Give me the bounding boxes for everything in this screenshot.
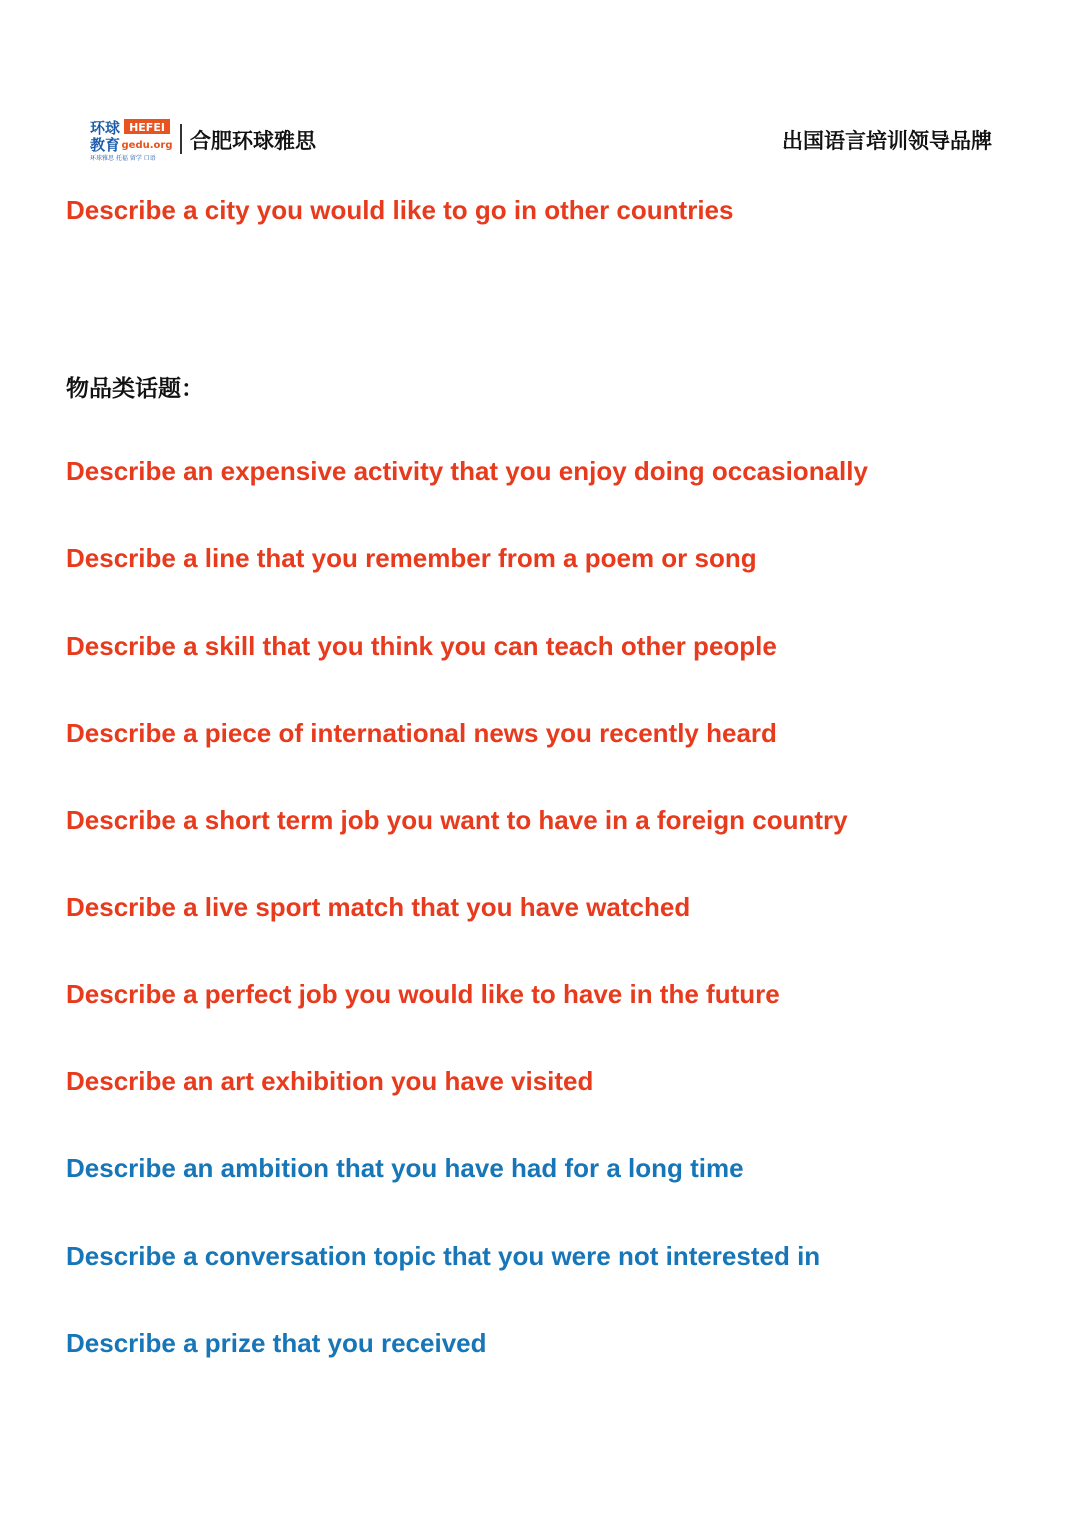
topic-item: Describe a prize that you received — [66, 1328, 487, 1358]
gedu-logo — [90, 116, 174, 162]
topic-item: Describe a skill that you think you can teach other people — [66, 631, 777, 661]
topic-item: Describe a perfect job you would like to have in the future — [66, 979, 780, 1009]
logo-text-line2: 教育 — [90, 136, 121, 154]
header-slogan: 出国语言培训领导品牌 — [782, 130, 992, 153]
topic-item: Describe a conversation topic that you were not interested in — [66, 1241, 821, 1271]
intro-topic: Describe a city you would like to go in other countries — [66, 195, 734, 225]
logo-badge-text: HEFEI — [129, 121, 165, 134]
topic-item: Describe a piece of international news you recently heard — [66, 718, 777, 748]
brand-name: 合肥环球雅思 — [190, 130, 316, 153]
page-header — [90, 116, 992, 162]
logo-divider — [180, 124, 182, 154]
logo-tagline: 环球雅思 托福 留学 口语 — [90, 155, 156, 162]
section-title: 物品类话题： — [66, 375, 204, 401]
gedu-logo-graphic — [90, 116, 174, 162]
topic-item: Describe an ambition that you have had for a long time — [66, 1153, 744, 1183]
topic-item: Describe a live sport match that you have watched — [66, 892, 691, 922]
topic-item: Describe an art exhibition you have visited — [66, 1066, 594, 1096]
topic-item: Describe a line that you remember from a poem or song — [66, 543, 757, 573]
topic-item: Describe an expensive activity that you enjoy doing occasionally — [66, 456, 868, 486]
logo-text-line1: 环球 — [90, 119, 121, 137]
topic-item: Describe a short term job you want to have in a foreign country — [66, 805, 848, 835]
logo-domain: gedu.org — [121, 140, 173, 151]
